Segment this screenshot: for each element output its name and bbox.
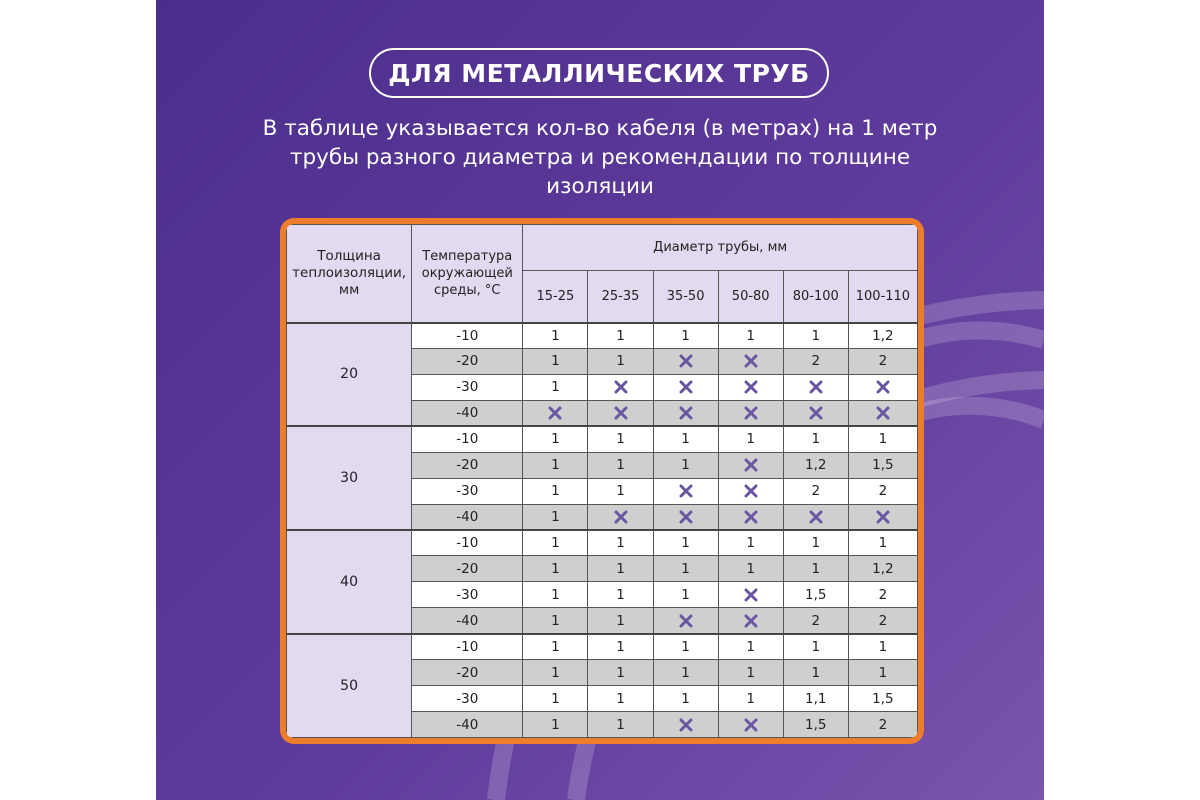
value-cell: 1 xyxy=(523,712,588,738)
value-cell: 1 xyxy=(588,323,653,349)
cross-icon xyxy=(744,484,758,498)
value-cell: 1 xyxy=(588,556,653,582)
table-container xyxy=(286,224,918,738)
value-cell: 1 xyxy=(848,634,917,660)
cross-icon xyxy=(679,354,693,368)
value-cell: 1,2 xyxy=(848,556,917,582)
value-cell: 1 xyxy=(653,660,718,686)
temperature-cell: -10 xyxy=(412,634,523,660)
value-cell: 1 xyxy=(588,582,653,608)
header-diameter: Диаметр трубы, мм xyxy=(523,225,918,271)
value-cell: 1 xyxy=(523,530,588,556)
cross-icon xyxy=(744,588,758,602)
value-cell: 1 xyxy=(718,686,783,712)
temperature-cell: -10 xyxy=(412,323,523,349)
value-cell: 2 xyxy=(848,348,917,374)
value-cell: 1 xyxy=(783,530,848,556)
header-temperature xyxy=(412,225,523,323)
promo-panel xyxy=(156,0,1044,800)
cross-icon xyxy=(744,458,758,472)
cross-icon xyxy=(744,406,758,420)
cross-icon xyxy=(548,406,562,420)
value-cell: 1 xyxy=(653,556,718,582)
not-applicable-cell xyxy=(653,348,718,374)
cross-icon xyxy=(679,406,693,420)
table-row xyxy=(287,426,918,452)
cross-icon xyxy=(876,406,890,420)
cross-icon xyxy=(809,510,823,524)
temperature-cell: -40 xyxy=(412,504,523,530)
temperature-cell: -40 xyxy=(412,608,523,634)
cross-icon xyxy=(614,510,628,524)
value-cell: 1 xyxy=(588,634,653,660)
value-cell: 1 xyxy=(523,582,588,608)
not-applicable-cell xyxy=(588,374,653,400)
value-cell: 2 xyxy=(848,712,917,738)
not-applicable-cell xyxy=(848,504,917,530)
value-cell: 1 xyxy=(588,712,653,738)
value-cell: 1 xyxy=(848,660,917,686)
cross-icon xyxy=(744,354,758,368)
cross-icon xyxy=(744,510,758,524)
temperature-cell: -40 xyxy=(412,712,523,738)
cross-icon xyxy=(744,380,758,394)
temperature-cell: -20 xyxy=(412,452,523,478)
value-cell: 1 xyxy=(588,686,653,712)
value-cell: 1 xyxy=(523,323,588,349)
not-applicable-cell xyxy=(718,608,783,634)
not-applicable-cell xyxy=(718,582,783,608)
not-applicable-cell xyxy=(783,400,848,426)
diameter-header: 80-100 xyxy=(783,271,848,323)
subtitle-line: трубы разного диаметра и рекомендации по толщине xyxy=(289,145,911,170)
value-cell: 1 xyxy=(523,556,588,582)
value-cell: 1 xyxy=(718,323,783,349)
table-body xyxy=(287,323,918,738)
value-cell: 1 xyxy=(523,660,588,686)
cross-icon xyxy=(614,380,628,394)
not-applicable-cell xyxy=(718,348,783,374)
value-cell: 1 xyxy=(523,634,588,660)
value-cell: 1,2 xyxy=(783,452,848,478)
value-cell: 1 xyxy=(718,660,783,686)
value-cell: 1 xyxy=(783,323,848,349)
header-text: Температура xyxy=(422,248,513,264)
value-cell: 1 xyxy=(588,660,653,686)
table-row xyxy=(287,634,918,660)
cross-icon xyxy=(876,380,890,394)
cross-icon xyxy=(744,614,758,628)
value-cell: 2 xyxy=(848,608,917,634)
value-cell: 1 xyxy=(718,634,783,660)
cross-icon xyxy=(679,718,693,732)
value-cell: 1 xyxy=(848,530,917,556)
table-row xyxy=(287,530,918,556)
value-cell: 1 xyxy=(718,530,783,556)
not-applicable-cell xyxy=(523,400,588,426)
cross-icon xyxy=(876,510,890,524)
thickness-cell: 50 xyxy=(287,634,412,738)
value-cell: 1 xyxy=(848,426,917,452)
temperature-cell: -30 xyxy=(412,374,523,400)
temperature-cell: -20 xyxy=(412,348,523,374)
not-applicable-cell xyxy=(718,712,783,738)
value-cell: 1 xyxy=(523,504,588,530)
temperature-cell: -40 xyxy=(412,400,523,426)
value-cell: 1 xyxy=(588,530,653,556)
temperature-cell: -20 xyxy=(412,660,523,686)
not-applicable-cell xyxy=(718,400,783,426)
not-applicable-cell xyxy=(848,400,917,426)
header-row xyxy=(287,225,918,271)
value-cell: 1 xyxy=(653,582,718,608)
value-cell: 1,2 xyxy=(848,323,917,349)
diameter-header: 15-25 xyxy=(523,271,588,323)
value-cell: 1 xyxy=(783,426,848,452)
subtitle xyxy=(196,114,1004,201)
subtitle-line: изоляции xyxy=(546,174,654,199)
thickness-cell: 20 xyxy=(287,323,412,427)
cross-icon xyxy=(809,380,823,394)
temperature-cell: -10 xyxy=(412,530,523,556)
temperature-cell: -30 xyxy=(412,478,523,504)
header-text: среды, °C xyxy=(434,282,501,298)
value-cell: 1 xyxy=(523,686,588,712)
not-applicable-cell xyxy=(718,452,783,478)
not-applicable-cell xyxy=(783,374,848,400)
value-cell: 1 xyxy=(523,452,588,478)
value-cell: 2 xyxy=(848,582,917,608)
header-text: мм xyxy=(338,281,360,298)
not-applicable-cell xyxy=(588,400,653,426)
cross-icon xyxy=(679,380,693,394)
not-applicable-cell xyxy=(653,608,718,634)
value-cell: 1 xyxy=(653,634,718,660)
value-cell: 1,5 xyxy=(783,582,848,608)
not-applicable-cell xyxy=(653,400,718,426)
table-row xyxy=(287,323,918,349)
value-cell: 1 xyxy=(653,686,718,712)
diameter-header: 100-110 xyxy=(848,271,917,323)
not-applicable-cell xyxy=(653,504,718,530)
cross-icon xyxy=(744,718,758,732)
cross-icon xyxy=(809,406,823,420)
header-text: окружающей xyxy=(421,265,513,281)
value-cell: 1,5 xyxy=(783,712,848,738)
value-cell: 1 xyxy=(523,426,588,452)
not-applicable-cell xyxy=(718,478,783,504)
value-cell: 2 xyxy=(783,348,848,374)
thickness-cell: 30 xyxy=(287,426,412,530)
value-cell: 1 xyxy=(718,556,783,582)
diameter-header: 25-35 xyxy=(588,271,653,323)
value-cell: 1 xyxy=(588,608,653,634)
value-cell: 1 xyxy=(653,426,718,452)
value-cell: 1 xyxy=(523,608,588,634)
value-cell: 1,1 xyxy=(783,686,848,712)
cross-icon xyxy=(679,510,693,524)
header-text: Толщина xyxy=(317,247,381,264)
value-cell: 1 xyxy=(783,634,848,660)
not-applicable-cell xyxy=(848,374,917,400)
table-frame xyxy=(280,218,924,744)
not-applicable-cell xyxy=(653,478,718,504)
cross-icon xyxy=(614,406,628,420)
value-cell: 1 xyxy=(653,530,718,556)
header-thickness xyxy=(287,225,412,323)
page-title: ДЛЯ МЕТАЛЛИЧЕСКИХ ТРУБ xyxy=(369,48,829,98)
not-applicable-cell xyxy=(718,374,783,400)
value-cell: 1 xyxy=(783,660,848,686)
diameter-header: 35-50 xyxy=(653,271,718,323)
cross-icon xyxy=(679,614,693,628)
cross-icon xyxy=(679,484,693,498)
value-cell: 1,5 xyxy=(848,686,917,712)
value-cell: 1 xyxy=(653,452,718,478)
value-cell: 1 xyxy=(523,348,588,374)
not-applicable-cell xyxy=(653,374,718,400)
diameter-header: 50-80 xyxy=(718,271,783,323)
value-cell: 1 xyxy=(653,323,718,349)
temperature-cell: -30 xyxy=(412,686,523,712)
temperature-cell: -30 xyxy=(412,582,523,608)
value-cell: 1 xyxy=(588,452,653,478)
header-text: теплоизоляции, xyxy=(292,264,407,281)
value-cell: 1 xyxy=(588,426,653,452)
value-cell: 2 xyxy=(848,478,917,504)
value-cell: 1 xyxy=(588,478,653,504)
value-cell: 2 xyxy=(783,608,848,634)
not-applicable-cell xyxy=(653,712,718,738)
temperature-cell: -10 xyxy=(412,426,523,452)
not-applicable-cell xyxy=(718,504,783,530)
value-cell: 1 xyxy=(523,478,588,504)
thickness-cell: 40 xyxy=(287,530,412,634)
value-cell: 1,5 xyxy=(848,452,917,478)
value-cell: 2 xyxy=(783,478,848,504)
value-cell: 1 xyxy=(783,556,848,582)
value-cell: 1 xyxy=(523,374,588,400)
value-cell: 1 xyxy=(588,348,653,374)
cable-table xyxy=(286,224,918,738)
subtitle-line: В таблице указывается кол-во кабеля (в метрах) на 1 метр xyxy=(262,116,938,141)
not-applicable-cell xyxy=(783,504,848,530)
not-applicable-cell xyxy=(588,504,653,530)
value-cell: 1 xyxy=(718,426,783,452)
temperature-cell: -20 xyxy=(412,556,523,582)
